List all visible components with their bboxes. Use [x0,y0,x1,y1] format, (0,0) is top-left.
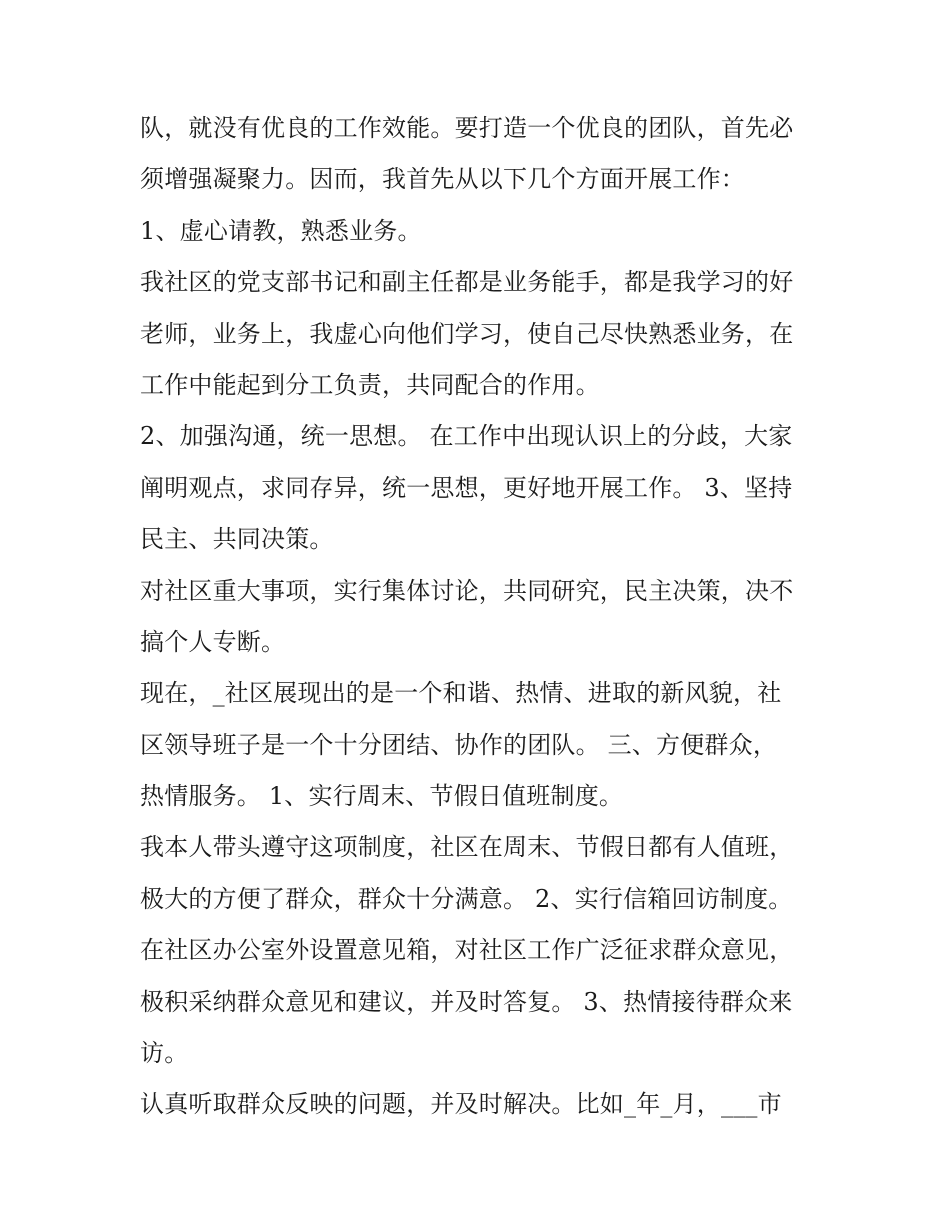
text-line: 2、加强沟通，统一思想。 在工作中出现认识上的分歧，大家 [140,422,793,451]
text-line: 老师，业务上，我虚心向他们学习，使自己尽快熟悉业务，在 [140,319,794,348]
text-line: 现在，_社区展现出的是一个和谐、热情、进取的新风貌，社 [140,679,782,708]
text-line: 队，就没有优良的工作效能。要打造一个优良的团队，首先必 [140,114,794,142]
text-line: 认真听取群众反映的问题，并及时解决。比如_年_月，___市 [140,1090,782,1119]
text-line: 极大的方便了群众，群众十分满意。 2、实行信箱回访制度。 [140,884,793,913]
text-line: 民主、共同决策。 [140,525,334,554]
text-line: 搞个人专断。 [140,627,286,656]
text-line: 极积采纳群众意见和建议，并及时答复。 3、热情接待群众来 [140,987,793,1016]
text-line: 须增强凝聚力。因而，我首先从以下几个方面开展工作： [140,165,745,194]
text-line: 对社区重大事项，实行集体讨论，共同研究，民主决策，决不 [140,576,794,605]
text-line: 热情服务。 1、实行周末、节假日值班制度。 [140,782,624,811]
text-line: 区领导班子是一个十分团结、协作的团队。 三、方便群众， [140,730,778,759]
text-line: 我社区的党支部书记和副主任都是业务能手，都是我学习的好 [140,268,794,297]
text-line: 在社区办公室外设置意见箱，对社区工作广泛征求群众意见， [140,936,794,965]
text-line: 阐明观点，求同存异，统一思想，更好地开展工作。 3、坚持 [140,473,793,502]
document-body [140,103,820,1131]
text-line: 工作中能起到分工负责，共同配合的作用。 [140,370,600,399]
text-line: 我本人带头遵守这项制度，社区在周末、节假日都有人值班， [140,833,794,862]
text-line: 1、虚心请教，熟悉业务。 [140,216,422,245]
text-line: 访。 [140,1039,189,1068]
